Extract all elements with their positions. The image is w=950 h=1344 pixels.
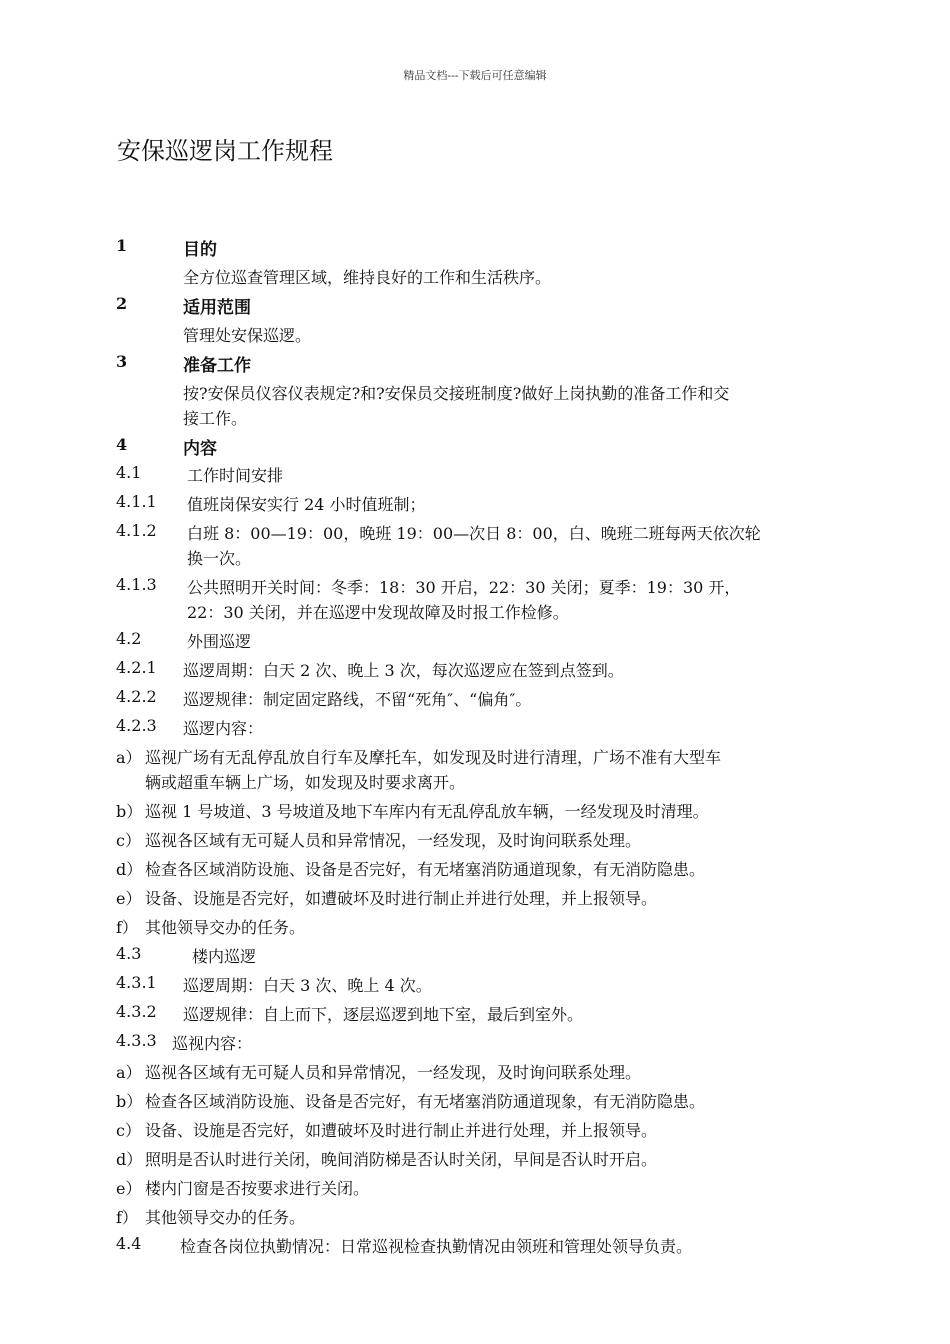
section-number: 4 [116,435,128,454]
section-title: 准备工作 [183,356,251,376]
item-text: 检查各区域消防设施、设备是否完好，有无堵塞消防通道现象，有无消防隐患。 [145,1092,706,1111]
section-body-line: 接工作。 [183,409,248,428]
section-number: 1 [116,236,128,255]
item-text: 公共照明开关时间：冬季：18：30 开启，22：30 关闭；夏季：19：30 开， [187,578,741,597]
item-text-continuation: 辆或超重车辆上广场，如发现及时要求离开。 [145,773,466,792]
item-label: 4.3 [116,944,142,963]
item-text: 检查各区域消防设施、设备是否完好，有无堵塞消防通道现象，有无消防隐患。 [145,860,706,879]
item-label: c） [116,1121,141,1140]
section-title: 内容 [183,439,217,459]
item-label: f） [116,918,138,937]
item-text: 设备、设施是否完好，如遭破坏及时进行制止并进行处理，并上报领导。 [145,889,658,908]
item-label: 4.2 [116,629,142,648]
item-text: 其他领导交办的任务。 [145,918,306,937]
item-text: 设备、设施是否完好，如遭破坏及时进行制止并进行处理，并上报领导。 [145,1121,658,1140]
item-label: e） [116,889,142,908]
item-text: 外围巡逻 [187,632,252,651]
item-label: d） [116,1150,143,1169]
item-label: 4.3.2 [116,1002,157,1021]
section-number: 3 [116,352,128,371]
section-number: 2 [116,294,128,313]
section-title: 目的 [183,240,217,260]
section-title: 适用范围 [183,298,251,318]
item-text: 巡视内容： [172,1034,253,1053]
item-label: 4.2.2 [116,687,157,706]
item-label: d） [116,860,143,879]
item-label: 4.2.3 [116,716,157,735]
item-label: f） [116,1208,138,1227]
item-label: b） [116,1092,143,1111]
item-text-continuation: 换一次。 [187,549,252,568]
item-label: 4.3.3 [116,1031,157,1050]
item-label: e） [116,1179,142,1198]
item-text: 巡视广场有无乱停乱放自行车及摩托车，如发现及时进行清理，广场不准有大型车 [145,748,722,767]
item-text: 其他领导交办的任务。 [145,1208,306,1227]
item-label: 4.1 [116,463,142,482]
item-text: 工作时间安排 [187,466,284,485]
section-body-line: 管理处安保巡逻。 [183,326,312,345]
item-text: 照明是否认时进行关闭，晚间消防梯是否认时关闭，早间是否认时开启。 [145,1150,658,1169]
item-text: 检查各岗位执勤情况：日常巡视检查执勤情况由领班和管理处领导负责。 [180,1237,693,1256]
item-text: 巡视各区域有无可疑人员和异常情况，一经发现，及时询问联系处理。 [145,831,642,850]
item-text-continuation: 22：30 关闭，并在巡逻中发现故障及时报工作检修。 [187,603,569,622]
item-text: 白班 8：00—19：00，晚班 19：00—次日 8：00，白、晚班二班每两天依次轮 [187,524,761,543]
item-label: 4.4 [116,1234,142,1253]
item-text: 巡逻周期：白天 3 次、晚上 4 次。 [183,976,432,995]
item-label: 4.1.1 [116,492,157,511]
item-label: c） [116,831,141,850]
item-text: 楼内巡逻 [192,947,257,966]
item-label: 4.1.3 [116,575,157,594]
section-body-line: 全方位巡查管理区域，维持良好的工作和生活秩序。 [183,268,552,287]
item-label: b） [116,802,143,821]
item-label: a） [116,748,142,767]
item-label: 4.3.1 [116,973,157,992]
item-label: a） [116,1063,142,1082]
item-label: 4.2.1 [116,658,157,677]
section-body-line: 按?安保员仪容仪表规定?和?安保员交接班制度?做好上岗执勤的准备工作和交 [183,384,730,403]
item-text: 巡逻规律：制定固定路线，不留“死角″、“偏角″。 [183,690,532,709]
item-text: 巡逻内容： [183,719,264,738]
item-text: 巡逻规律：自上而下，逐层巡逻到地下室，最后到室外。 [183,1005,584,1024]
item-text: 楼内门窗是否按要求进行关闭。 [145,1179,370,1198]
item-text: 巡逻周期：白天 2 次、晚上 3 次，每次巡逻应在签到点签到。 [183,661,624,680]
document-title: 安保巡逻岗工作规程 [117,137,333,165]
item-text: 巡视 1 号坡道、3 号坡道及地下车库内有无乱停乱放车辆，一经发现及时清理。 [145,802,709,821]
item-text: 巡视各区域有无可疑人员和异常情况，一经发现，及时询问联系处理。 [145,1063,642,1082]
item-label: 4.1.2 [116,521,157,540]
page-header: 精品文档---下载后可任意编辑 [403,69,547,82]
item-text: 值班岗保安实行 24 小时值班制； [187,495,426,514]
